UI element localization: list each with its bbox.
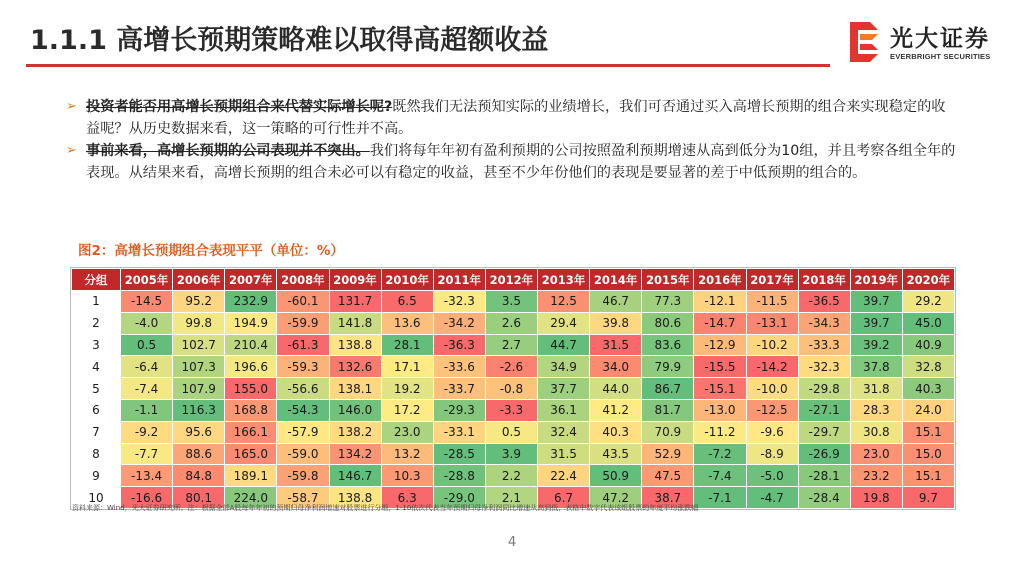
header-year: 2017年	[746, 269, 798, 291]
value-cell: 34.0	[590, 356, 642, 378]
value-cell: 70.9	[642, 421, 694, 443]
value-cell: 40.3	[902, 378, 954, 400]
source-note: 资料来源：Wind，光大证券研究所。注：根据全部A股每年年初的预期归母净利润增速对股票进行分组，1-10依次代表当年预期归母净利润同比增速从高到低，表格中数字代表该组股票的年度平均涨跌幅	[72, 504, 699, 512]
logo-chinese-name: 光大证券	[890, 26, 990, 52]
value-cell: 47.2	[590, 487, 642, 509]
value-cell: 86.7	[642, 378, 694, 400]
value-cell: 99.8	[173, 312, 225, 334]
value-cell: 166.1	[225, 421, 277, 443]
value-cell: -59.3	[277, 356, 329, 378]
group-cell: 1	[72, 291, 121, 313]
value-cell: 43.5	[590, 443, 642, 465]
value-cell: 37.7	[538, 378, 590, 400]
page-title: 1.1.1 高增长预期策略难以取得高超额收益	[30, 25, 549, 56]
value-cell: 138.8	[329, 487, 381, 509]
table-row	[72, 291, 955, 313]
group-cell: 10	[72, 487, 121, 509]
value-cell: -58.7	[277, 487, 329, 509]
bullet-text: 我们将每年年初有盈利预期的公司按照盈利预期增速从高到低分为10组，并且考察各组全年的表现。从结果来看，高增长预期的组合未必可以有稳定的收益，甚至不少年份他们的表现是要显著的差于中低预期的组合的。	[86, 143, 956, 181]
value-cell: -4.0	[121, 312, 173, 334]
value-cell: -59.9	[277, 312, 329, 334]
value-cell: 45.0	[902, 312, 954, 334]
value-cell: 15.1	[902, 421, 954, 443]
header-group: 分组	[72, 269, 121, 291]
value-cell: 29.2	[902, 291, 954, 313]
header-year: 2005年	[121, 269, 173, 291]
value-cell: 15.1	[902, 465, 954, 487]
value-cell: -9.2	[121, 421, 173, 443]
bullet-lead: 事前来看，高增长预期的公司表现并不突出。	[86, 143, 370, 159]
value-cell: 28.3	[850, 399, 902, 421]
value-cell: 107.9	[173, 378, 225, 400]
value-cell: -60.1	[277, 291, 329, 313]
header-year: 2008年	[277, 269, 329, 291]
value-cell: -26.9	[798, 443, 850, 465]
table-row	[72, 378, 955, 400]
bullet-lead: 投资者能否用高增长预期组合来代替实际增长呢?	[86, 99, 393, 115]
arrow-bullet-icon: ➢	[66, 99, 77, 114]
value-cell: 31.5	[590, 334, 642, 356]
value-cell: 88.6	[173, 443, 225, 465]
value-cell: -33.3	[798, 334, 850, 356]
value-cell: -28.1	[798, 465, 850, 487]
value-cell: 138.1	[329, 378, 381, 400]
value-cell: 28.1	[381, 334, 433, 356]
value-cell: -29.7	[798, 421, 850, 443]
value-cell: 138.8	[329, 334, 381, 356]
value-cell: -36.3	[433, 334, 485, 356]
value-cell: -10.2	[746, 334, 798, 356]
bullet-list	[66, 96, 956, 184]
bullet-item-1	[66, 96, 956, 140]
value-cell: 15.0	[902, 443, 954, 465]
value-cell: 44.7	[538, 334, 590, 356]
header-year: 2020年	[902, 269, 954, 291]
value-cell: 10.3	[381, 465, 433, 487]
arrow-bullet-icon: ➢	[66, 143, 77, 158]
group-cell: 5	[72, 378, 121, 400]
value-cell: 13.2	[381, 443, 433, 465]
value-cell: 41.2	[590, 399, 642, 421]
value-cell: -32.3	[433, 291, 485, 313]
value-cell: 19.8	[850, 487, 902, 509]
value-cell: -11.5	[746, 291, 798, 313]
value-cell: 40.3	[590, 421, 642, 443]
header-year: 2016年	[694, 269, 746, 291]
bullet-item-2	[66, 140, 956, 184]
value-cell: 3.9	[485, 443, 537, 465]
value-cell: -13.4	[121, 465, 173, 487]
value-cell: 17.1	[381, 356, 433, 378]
table-row	[72, 399, 955, 421]
table-row	[72, 312, 955, 334]
value-cell: 44.0	[590, 378, 642, 400]
value-cell: 141.8	[329, 312, 381, 334]
value-cell: -15.5	[694, 356, 746, 378]
value-cell: -32.3	[798, 356, 850, 378]
value-cell: -12.5	[746, 399, 798, 421]
value-cell: 81.7	[642, 399, 694, 421]
value-cell: 2.1	[485, 487, 537, 509]
value-cell: 196.6	[225, 356, 277, 378]
value-cell: -3.3	[485, 399, 537, 421]
header-year: 2014年	[590, 269, 642, 291]
value-cell: 23.2	[850, 465, 902, 487]
value-cell: 2.6	[485, 312, 537, 334]
value-cell: -9.6	[746, 421, 798, 443]
value-cell: 17.2	[381, 399, 433, 421]
value-cell: 31.5	[538, 443, 590, 465]
value-cell: 116.3	[173, 399, 225, 421]
value-cell: 3.5	[485, 291, 537, 313]
value-cell: 34.9	[538, 356, 590, 378]
value-cell: 39.7	[850, 291, 902, 313]
value-cell: 155.0	[225, 378, 277, 400]
value-cell: 24.0	[902, 399, 954, 421]
value-cell: -12.9	[694, 334, 746, 356]
header-year: 2012年	[485, 269, 537, 291]
value-cell: -59.8	[277, 465, 329, 487]
value-cell: 23.0	[381, 421, 433, 443]
value-cell: 40.9	[902, 334, 954, 356]
value-cell: -0.8	[485, 378, 537, 400]
value-cell: 23.0	[850, 443, 902, 465]
value-cell: -7.4	[694, 465, 746, 487]
value-cell: -15.1	[694, 378, 746, 400]
value-cell: 80.6	[642, 312, 694, 334]
group-cell: 6	[72, 399, 121, 421]
header-year: 2019年	[850, 269, 902, 291]
figure-caption: 图2：高增长预期组合表现平平（单位：%）	[78, 243, 344, 259]
value-cell: -14.2	[746, 356, 798, 378]
value-cell: 47.5	[642, 465, 694, 487]
value-cell: 19.2	[381, 378, 433, 400]
value-cell: 13.6	[381, 312, 433, 334]
value-cell: -28.5	[433, 443, 485, 465]
value-cell: 189.1	[225, 465, 277, 487]
value-cell: 0.5	[485, 421, 537, 443]
value-cell: 37.8	[850, 356, 902, 378]
value-cell: 102.7	[173, 334, 225, 356]
value-cell: 146.7	[329, 465, 381, 487]
title-divider	[26, 64, 830, 67]
value-cell: 52.9	[642, 443, 694, 465]
header-year: 2018年	[798, 269, 850, 291]
value-cell: -56.6	[277, 378, 329, 400]
value-cell: -12.1	[694, 291, 746, 313]
value-cell: -57.9	[277, 421, 329, 443]
value-cell: -1.1	[121, 399, 173, 421]
value-cell: -54.3	[277, 399, 329, 421]
value-cell: 84.8	[173, 465, 225, 487]
value-cell: 9.7	[902, 487, 954, 509]
group-cell: 8	[72, 443, 121, 465]
table-row	[72, 465, 955, 487]
value-cell: 146.0	[329, 399, 381, 421]
value-cell: 12.5	[538, 291, 590, 313]
value-cell: -11.2	[694, 421, 746, 443]
returns-table	[70, 267, 956, 510]
everbright-logo-icon	[848, 20, 884, 64]
value-cell: -16.6	[121, 487, 173, 509]
value-cell: 31.8	[850, 378, 902, 400]
value-cell: 194.9	[225, 312, 277, 334]
value-cell: 38.7	[642, 487, 694, 509]
value-cell: -34.2	[433, 312, 485, 334]
value-cell: -7.2	[694, 443, 746, 465]
group-cell: 7	[72, 421, 121, 443]
value-cell: -33.1	[433, 421, 485, 443]
table-row	[72, 356, 955, 378]
header-year: 2011年	[433, 269, 485, 291]
value-cell: -59.0	[277, 443, 329, 465]
value-cell: 95.2	[173, 291, 225, 313]
value-cell: 6.3	[381, 487, 433, 509]
table-body	[72, 291, 955, 509]
value-cell: -4.7	[746, 487, 798, 509]
value-cell: -27.1	[798, 399, 850, 421]
header-year: 2006年	[173, 269, 225, 291]
value-cell: -29.8	[798, 378, 850, 400]
value-cell: -6.4	[121, 356, 173, 378]
header-year: 2015年	[642, 269, 694, 291]
value-cell: -5.0	[746, 465, 798, 487]
header-year: 2010年	[381, 269, 433, 291]
value-cell: 224.0	[225, 487, 277, 509]
value-cell: -34.3	[798, 312, 850, 334]
value-cell: 168.8	[225, 399, 277, 421]
value-cell: -7.1	[694, 487, 746, 509]
value-cell: 95.6	[173, 421, 225, 443]
value-cell: 132.6	[329, 356, 381, 378]
value-cell: -13.1	[746, 312, 798, 334]
value-cell: -7.4	[121, 378, 173, 400]
value-cell: 138.2	[329, 421, 381, 443]
group-cell: 2	[72, 312, 121, 334]
value-cell: 79.9	[642, 356, 694, 378]
value-cell: -8.9	[746, 443, 798, 465]
value-cell: -33.7	[433, 378, 485, 400]
value-cell: 210.4	[225, 334, 277, 356]
value-cell: -29.0	[433, 487, 485, 509]
value-cell: 77.3	[642, 291, 694, 313]
value-cell: -28.4	[798, 487, 850, 509]
value-cell: 107.3	[173, 356, 225, 378]
value-cell: -14.7	[694, 312, 746, 334]
value-cell: -14.5	[121, 291, 173, 313]
value-cell: 6.7	[538, 487, 590, 509]
header-year: 2013年	[538, 269, 590, 291]
group-cell: 3	[72, 334, 121, 356]
value-cell: 165.0	[225, 443, 277, 465]
value-cell: 232.9	[225, 291, 277, 313]
logo-english-name: EVERBRIGHT SECURITIES	[890, 52, 991, 61]
value-cell: 32.8	[902, 356, 954, 378]
value-cell: 39.8	[590, 312, 642, 334]
value-cell: -2.6	[485, 356, 537, 378]
value-cell: 50.9	[590, 465, 642, 487]
table-row	[72, 421, 955, 443]
value-cell: -10.0	[746, 378, 798, 400]
table-header-row	[72, 269, 955, 291]
page-number: 4	[508, 535, 517, 550]
group-cell: 4	[72, 356, 121, 378]
value-cell: 46.7	[590, 291, 642, 313]
value-cell: -29.3	[433, 399, 485, 421]
value-cell: 134.2	[329, 443, 381, 465]
header-year: 2009年	[329, 269, 381, 291]
value-cell: -33.6	[433, 356, 485, 378]
value-cell: 39.7	[850, 312, 902, 334]
table-row	[72, 443, 955, 465]
value-cell: -36.5	[798, 291, 850, 313]
value-cell: 2.7	[485, 334, 537, 356]
header-year: 2007年	[225, 269, 277, 291]
value-cell: 2.2	[485, 465, 537, 487]
value-cell: -28.8	[433, 465, 485, 487]
value-cell: 6.5	[381, 291, 433, 313]
value-cell: 36.1	[538, 399, 590, 421]
value-cell: -61.3	[277, 334, 329, 356]
value-cell: 30.8	[850, 421, 902, 443]
value-cell: 39.2	[850, 334, 902, 356]
value-cell: 32.4	[538, 421, 590, 443]
value-cell: 29.4	[538, 312, 590, 334]
value-cell: 0.5	[121, 334, 173, 356]
brand-logo	[848, 20, 1018, 66]
value-cell: 22.4	[538, 465, 590, 487]
table-row	[72, 334, 955, 356]
value-cell: -7.7	[121, 443, 173, 465]
value-cell: -13.0	[694, 399, 746, 421]
value-cell: 80.1	[173, 487, 225, 509]
group-cell: 9	[72, 465, 121, 487]
bullet-text: 既然我们无法预知实际的业绩增长，我们可否通过买入高增长预期的组合来实现稳定的收益呢？从历史数据来看，这一策略的可行性并不高。	[86, 99, 946, 137]
value-cell: 83.6	[642, 334, 694, 356]
value-cell: 131.7	[329, 291, 381, 313]
